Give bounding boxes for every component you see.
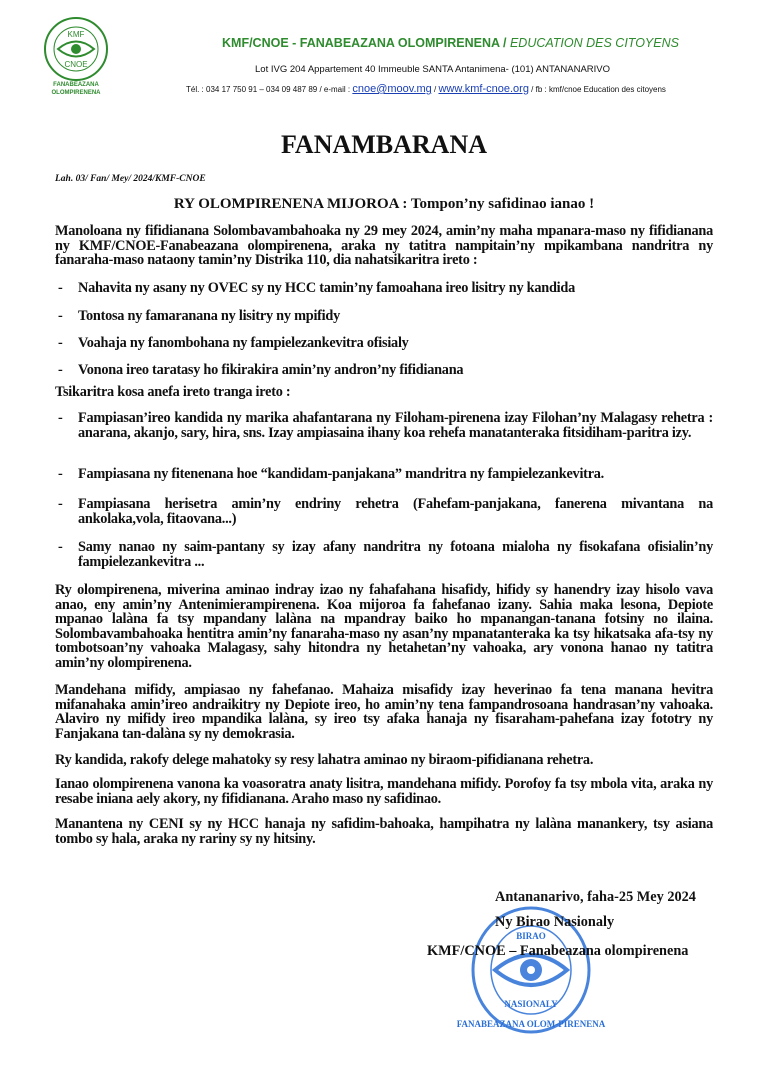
body-paragraph: Ianao olompirenena vanona ka voasoratra anaty lisitra, mandehana mifidy. Porofoy fa tsy mbola vita, araka ny resabe iniana aely akory, ny fifidianana. Araho maso ny safidinao.	[55, 776, 713, 807]
logo-caption-line: FANABEAZANA	[53, 82, 99, 88]
phone-numbers: Tél. : 034 17 750 91 – 034 09 487 89 / e-mail :	[186, 85, 353, 94]
body-paragraph: Ry olompirenena, miverina aminao indray izao ny fahafahana hisafidy, hifidy sy hanendry izay hisolo vava anao, eny amin’ny Antenimierampirenena. Koa mijoroa fa fahefanao izany. Sahia maka lesona, Depiote mpanao lalàna fa tsy mpandany lalàna na mpandray baiko ho mpanangan-tanana fotsiny no ilaina. Solombavambahoaka hentitra amin’ny fanaraha-maso ny asan’ny mpanatanteraka ka tsy hikatsaka afa-tsy ny tombotsoan’ny vahoaka Malagasy, sahy hitondra ny hetahetan’ny vahoaka, ary vonona hanao ny tatitra amin’ny olompirenena.	[55, 582, 713, 671]
body-paragraph: Mandehana mifidy, ampiasao ny fahefanao. Mahaiza misafidy izay heverinao fa tena manana hevitra mifanahaka amin’ireo andraikitry ny Depiote ireo, ho amin’ny tena fampandrosoana handrasan’ny vahoaka. Alaviro ny mifidy ireo mpandika lalàna, sy ireo tsy afaka hanaja ny fisaraham-pahefana izay fototry ny Fanjakana tan-dalàna sy ny demokrasia.	[55, 682, 713, 742]
svg-text:KMF: KMF	[67, 30, 85, 39]
positive-item: - Vonona ireo taratasy ho fikirakira amin’ny andron’ny fifidianana	[78, 363, 713, 378]
org-name-fr: EDUCATION DES CITOYENS	[509, 36, 679, 50]
document-title: FANAMBARANA	[280, 130, 488, 159]
concern-item: - Fampiasana ny fitenenana hoe “kandidam-panjakana” mandritra ny fampielezankevitra.	[78, 467, 713, 482]
body-paragraph: Ry kandida, rakofy delege mahatoky sy resy lahatra aminao ny biraom-pifidianana rehetra.	[55, 752, 594, 768]
facebook-info: / fb : kmf/cnoe Education des citoyens	[528, 85, 666, 94]
org-contacts	[186, 83, 666, 95]
svg-text:CNOE: CNOE	[64, 60, 88, 69]
concerns-intro: Tsikaritra kosa anefa ireto tranga ireto :	[55, 384, 291, 400]
signatory-office: Ny Birao Nasionaly	[495, 914, 615, 930]
email-link[interactable]: cnoe@moov.mg	[352, 83, 432, 95]
org-address: Lot IVG 204 Appartement 40 Immeuble SANTA Antanimena- (101) ANTANANARIVO	[255, 64, 611, 75]
document-heading: RY OLOMPIRENENA MIJOROA : Tompon’ny safidinao ianao !	[173, 196, 595, 212]
reference-number: Lah. 03/ Fan/ Mey/ 2024/KMF-CNOE	[55, 174, 206, 184]
intro-paragraph: Manoloana ny fifidianana Solombavambahoaka ny 29 mey 2024, amin’ny maha mpanara-maso ny fifidianana ny KMF/CNOE-Fanabeazana olompirenena, araka ny tatitra nampitain’ny mpikambana nandritra ny fanaraha-maso nataony tamin’ny Distrika 110, dia nahatsikaritra ireto :	[55, 223, 713, 269]
place-date: Antananarivo, faha-25 Mey 2024	[495, 889, 696, 905]
concern-item: - Fampiasan’ireo kandida ny marika ahafantarana ny Filoham-pirenena izay Filohan’ny Malagasy rehetra : anarana, akanjo, sary, hira, sns. Izay ampiasaina ihany koa rehefa manatanteraka fitsidiham-paritra izy.	[78, 411, 713, 440]
org-name	[222, 36, 679, 50]
kmf-cnoe-logo	[40, 16, 112, 82]
positive-item: - Nahavita ny asany ny OVEC sy ny HCC tamin’ny famoahana ireo lisitry ny kandida	[78, 281, 713, 296]
website-link[interactable]: www.kmf-cnoe.org	[438, 83, 529, 95]
body-paragraph: Manantena ny CENI sy ny HCC hanaja ny safidim-bahoaka, hampihatra ny lalàna manankery, tsy asiana tombo sy hala, araka ny rariny sy ny hitsiny.	[55, 816, 713, 847]
logo-caption	[40, 81, 112, 97]
separator: /	[431, 85, 439, 94]
signatory-organization: KMF/CNOE – Fanabeazana olompirenena	[427, 943, 689, 959]
positive-item: - Voahaja ny fanombohana ny fampielezankevitra ofisialy	[78, 336, 713, 351]
svg-text:FANABEAZANA OLOM-PIRENENA: FANABEAZANA OLOM-PIRENENA	[456, 1019, 606, 1029]
org-name-mg: KMF/CNOE - FANABEAZANA OLOMPIRENENA /	[222, 36, 510, 50]
svg-text:NASIONALY: NASIONALY	[504, 999, 558, 1009]
concern-item: - Fampiasana herisetra amin’ny endriny rehetra (Fahefam-panjakana, fanerena mivantana na ankolaka,vola, fitaovana...)	[78, 497, 713, 526]
concern-item: - Samy nanao ny saim-pantany sy izay afany nandritra ny fotoana mialoha ny fisokafana ofisialin’ny fampielezankevitra ...	[78, 540, 713, 569]
svg-text:BIRAO: BIRAO	[516, 931, 546, 941]
positive-item: - Tontosa ny famaranana ny lisitry ny mpifidy	[78, 309, 713, 324]
logo-caption-line: OLOMPIRENENA	[51, 90, 101, 96]
